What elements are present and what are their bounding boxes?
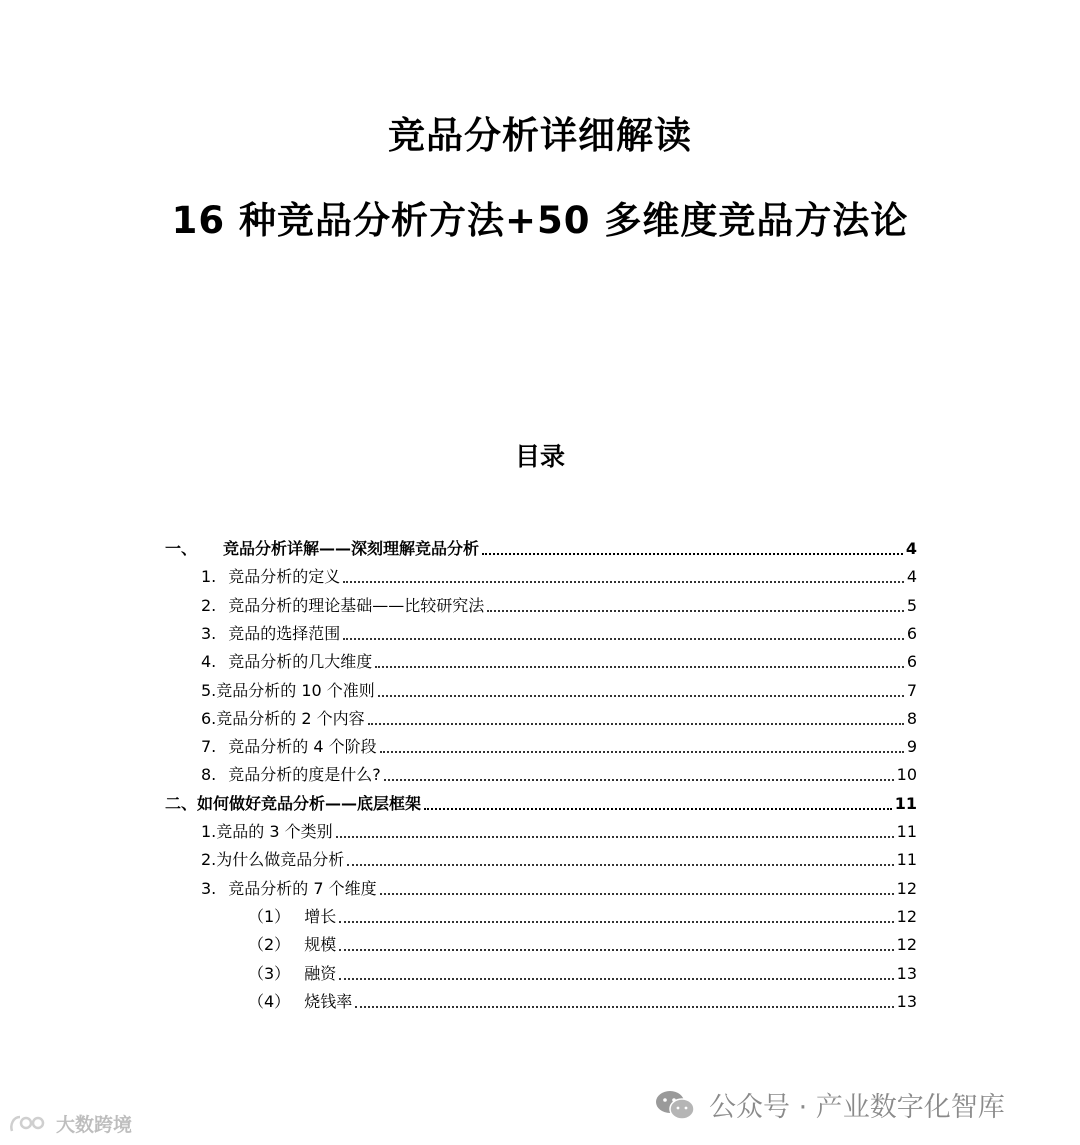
toc-entry-number: （1） xyxy=(248,906,291,926)
brand-logo-icon xyxy=(8,1111,52,1137)
toc-entry-page: 10 xyxy=(896,765,917,785)
toc-entry-label: 增长 xyxy=(304,906,337,926)
toc-entry-number: （3） xyxy=(248,963,291,983)
toc-entry-number: 3. xyxy=(201,623,217,643)
toc-entry-page: 12 xyxy=(896,935,917,955)
toc-entry[interactable] xyxy=(248,990,917,1014)
toc-dot-leader xyxy=(339,978,893,980)
toc-entry-label: 竞品分析的理论基础——比较研究法 xyxy=(228,595,485,615)
toc-entry-label: 竞品分析的 4 个阶段 xyxy=(228,737,377,757)
toc-entry[interactable] xyxy=(201,594,917,618)
toc-entry-page: 12 xyxy=(896,878,917,898)
toc-entry-page: 7 xyxy=(906,680,917,700)
toc-dot-leader xyxy=(355,1006,893,1008)
watermark-text: 公众号 · 产业数字化智库 xyxy=(709,1092,1005,1123)
toc-entry-number: 一、 xyxy=(165,539,198,558)
toc-heading: 目录 xyxy=(514,442,565,471)
toc-dot-leader xyxy=(380,751,904,753)
watermark xyxy=(655,1085,1005,1124)
toc-entry-label: 竞品分析详解——深刻理解竞品分析 xyxy=(223,539,480,558)
toc-entry-label: 二、如何做好竞品分析——底层框架 xyxy=(165,793,422,813)
toc-entry-label: 融资 xyxy=(304,963,337,983)
toc-entry-page: 9 xyxy=(906,737,917,757)
toc-entry-page: 11 xyxy=(894,793,917,813)
toc-entry-label: 竞品的选择范围 xyxy=(228,623,341,643)
toc-entry-page: 6 xyxy=(906,623,917,643)
document-subtitle: 16 种竞品分析方法+50 多维度竞品方法论 xyxy=(171,199,909,242)
toc-dot-leader xyxy=(336,836,894,838)
toc-entry-number: 2. xyxy=(201,595,217,615)
toc-entry-page: 12 xyxy=(896,906,917,926)
toc-entry[interactable] xyxy=(248,962,917,986)
toc-entry-label: 烧钱率 xyxy=(304,991,353,1011)
toc-entry[interactable] xyxy=(201,622,917,646)
toc-entry-number: 3. xyxy=(201,878,217,898)
toc-entry-label: 竞品分析的几大维度 xyxy=(228,652,373,672)
brand-logo-text: 大数跨境 xyxy=(56,1114,133,1136)
toc-entry-page: 13 xyxy=(896,991,917,1011)
toc-entry[interactable] xyxy=(201,877,917,901)
toc-entry[interactable] xyxy=(201,565,917,589)
toc-entry-page: 6 xyxy=(906,652,917,672)
toc-entry-label: 竞品分析的度是什么? xyxy=(228,765,381,785)
toc-dot-leader xyxy=(375,666,904,668)
toc-dot-leader xyxy=(343,581,904,583)
toc-dot-leader xyxy=(339,921,893,923)
toc-dot-leader xyxy=(487,610,904,612)
toc-entry[interactable] xyxy=(201,679,917,703)
toc-entry[interactable] xyxy=(201,820,917,844)
toc-entry-number: 4. xyxy=(201,652,217,672)
toc-entry[interactable] xyxy=(201,707,917,731)
toc-entry-label: 规模 xyxy=(304,935,337,955)
toc-entry[interactable] xyxy=(201,735,917,759)
toc-entry-label: 6.竞品分析的 2 个内容 xyxy=(201,708,365,728)
toc-dot-leader xyxy=(347,864,893,866)
toc-entry-label: 竞品分析的定义 xyxy=(228,567,341,587)
toc-entry[interactable] xyxy=(201,848,917,872)
toc-entry-page: 4 xyxy=(905,539,917,558)
toc-entry-page: 11 xyxy=(896,850,917,870)
toc-entry-label: 5.竞品分析的 10 个准则 xyxy=(201,680,375,700)
toc-entry-number: 7. xyxy=(201,737,217,757)
toc-entry-page: 13 xyxy=(896,963,917,983)
toc-entry-number: 1. xyxy=(201,567,217,587)
toc-entry-label: 竞品分析的 7 个维度 xyxy=(228,878,377,898)
toc-dot-leader xyxy=(368,723,904,725)
toc-entry-label: 2.为什么做竞品分析 xyxy=(201,850,345,870)
toc-entry[interactable] xyxy=(201,650,917,674)
toc-dot-leader xyxy=(339,949,893,951)
toc-entry[interactable] xyxy=(248,905,917,929)
toc-entry[interactable] xyxy=(165,792,917,816)
toc-entry[interactable] xyxy=(248,933,917,957)
toc-entry-number: （2） xyxy=(248,935,291,955)
toc-dot-leader xyxy=(424,808,892,810)
brand-logo xyxy=(8,1110,132,1137)
toc-dot-leader xyxy=(380,893,894,895)
toc-dot-leader xyxy=(378,695,904,697)
toc-dot-leader xyxy=(384,779,894,781)
toc-entry-page: 5 xyxy=(906,595,917,615)
toc-dot-leader xyxy=(343,638,904,640)
toc-entry-page: 11 xyxy=(896,822,917,841)
toc-entry-label: 1.竞品的 3 个类别 xyxy=(201,822,333,841)
toc-dot-leader xyxy=(482,553,903,555)
toc-entry-page: 4 xyxy=(906,567,917,587)
toc-entry-page: 8 xyxy=(906,708,917,728)
toc-entry[interactable] xyxy=(201,763,917,787)
wechat-icon xyxy=(655,1089,695,1121)
document-title: 竞品分析详细解读 xyxy=(388,114,692,157)
toc-entry[interactable] xyxy=(165,537,917,561)
toc-entry-number: （4） xyxy=(248,991,291,1011)
toc-entry-number: 8. xyxy=(201,765,217,785)
